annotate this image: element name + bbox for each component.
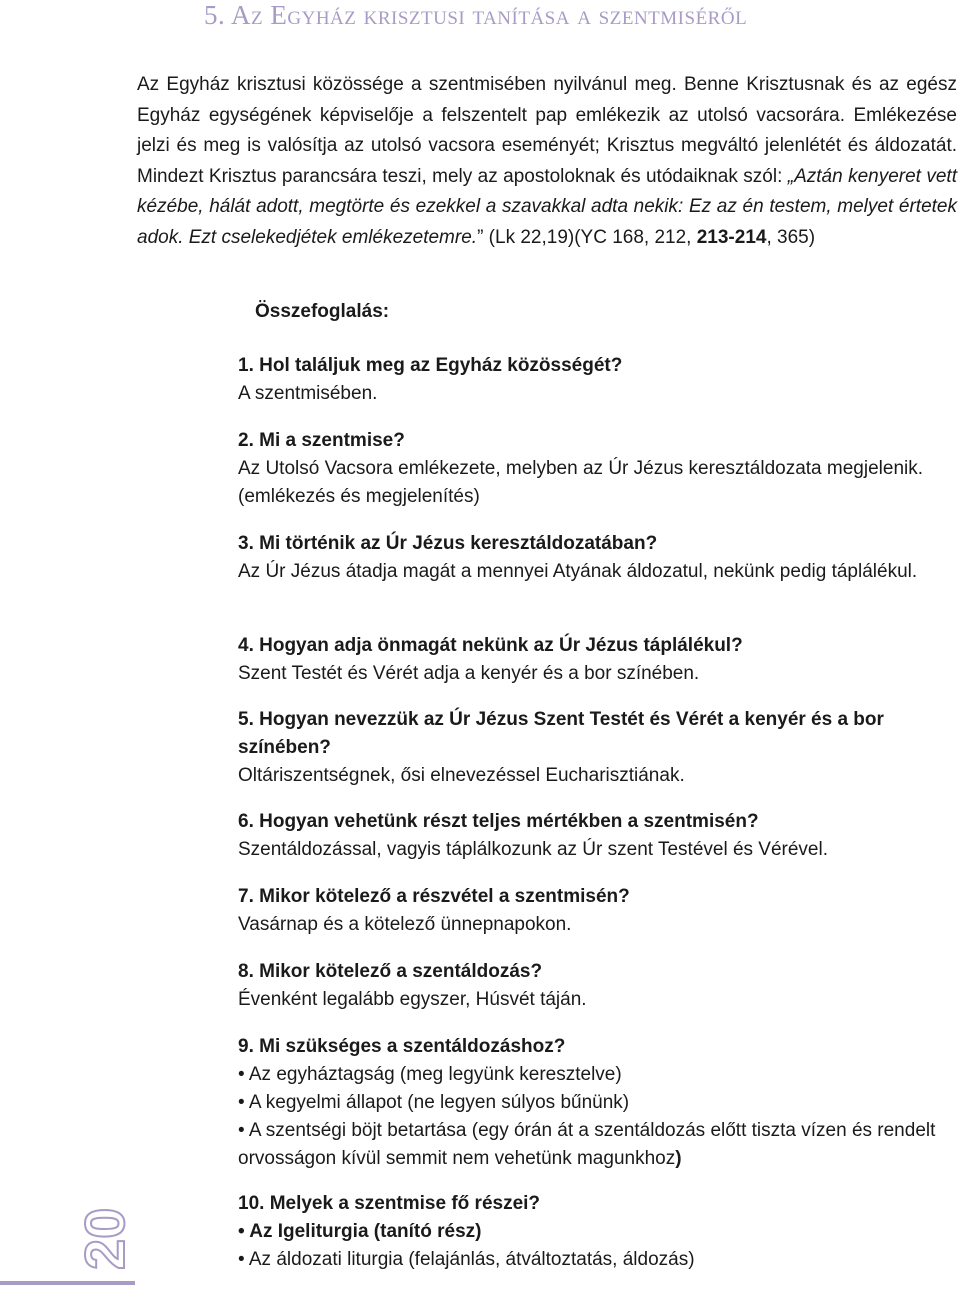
qa-item: [238, 883, 954, 939]
question: 4. Hogyan adja önmagát nekünk az Úr Jézus táplálékul?: [238, 635, 743, 656]
question: 3. Mi történik az Úr Jézus keresztáldozatában?: [238, 533, 658, 554]
question: 5. Hogyan nevezzük az Úr Jézus Szent Testét és Vérét a kenyér és a bor színében?: [238, 709, 884, 758]
qa-item: [238, 958, 954, 1014]
question: 7. Mikor kötelező a részvétel a szentmisén?: [238, 886, 630, 907]
qa-item: [238, 352, 954, 408]
answer: Oltáriszentségnek, ősi elnevezéssel Eucharisztiának.: [238, 765, 685, 786]
quote-mark: ”: [477, 226, 484, 248]
qa-item-parts: [238, 1190, 954, 1274]
list-item: • Az egyháztagság (meg legyünk keresztelve): [238, 1064, 622, 1085]
list-item: • Az áldozati liturgia (felajánlás, átváltoztatás, áldozás): [238, 1249, 695, 1270]
question: 1. Hol találjuk meg az Egyház közösségét?: [238, 355, 623, 376]
question: 6. Hogyan vehetünk részt teljes mértékben a szentmisén?: [238, 811, 759, 832]
list-item: • A kegyelmi állapot (ne legyen súlyos bűnünk): [238, 1092, 630, 1113]
closing-paren: ): [675, 1148, 682, 1169]
reference-bold: 213-214: [696, 226, 767, 248]
title-part: E: [270, 0, 288, 30]
qa-item: [238, 706, 954, 790]
summary-heading: Összefoglalás:: [255, 301, 390, 322]
intro-text: Az Egyház krisztusi közössége a szentmisében nyilvánul meg. Benne Krisztusnak és az egész Egyház egységének képviselője a felszentelt pap emlékezik az utolsó vacsorára. Emlékezése jelzi és meg is valósítja az utolsó vacsora eseményét; Krisztus megváltó jelenlétét és áldozatát. Mindezt Krisztus parancsára teszi, mely az apostoloknak és utódaiknak szól:: [137, 74, 957, 187]
answer: Az Utolsó Vacsora emlékezete, melyben az Úr Jézus keresztáldozata megjelenik. (emlékezés és megjelenítés): [238, 458, 924, 507]
question: 2. Mi a szentmise?: [238, 430, 405, 451]
title-part: z: [251, 0, 271, 30]
page-number: 20: [73, 1207, 136, 1270]
list-item: • Az Igeliturgia (tanító rész): [238, 1221, 482, 1242]
chapter-title: [204, 0, 747, 31]
qa-item-requirements: [238, 1033, 954, 1173]
answer: Szent Testét és Vérét adja a kenyér és a bor színében.: [238, 663, 700, 684]
title-part: gyház krisztusi tanítása a szentmiséről: [287, 0, 748, 30]
qa-item: [238, 808, 954, 864]
intro-paragraph: [137, 70, 957, 253]
qa-item: [238, 427, 954, 511]
answer: Az Úr Jézus átadja magát a mennyei Atyának áldozatul, nekünk pedig táplálékul.: [238, 561, 918, 582]
qa-item: [238, 530, 954, 586]
reference-text: (Lk 22,19)(YC 168, 212,: [483, 226, 697, 248]
answer: Évenként legalább egyszer, Húsvét táján.: [238, 989, 587, 1010]
requirements-list: [238, 1061, 954, 1173]
list-item-text: • A szentségi böjt betartása (egy órán át a szentáldozás előtt tiszta vízen és rendelt orvosságon kívül semmit nem vehetünk magunkhoz: [238, 1120, 936, 1169]
answer: Vasárnap és a kötelező ünnepnapokon.: [238, 914, 572, 935]
question: 9. Mi szükséges a szentáldozáshoz?: [238, 1036, 566, 1057]
reference-text: , 365): [766, 226, 816, 248]
answer: A szentmisében.: [238, 383, 378, 404]
page-footer-bar: [0, 1281, 135, 1285]
parts-list: [238, 1218, 954, 1274]
title-part: A: [231, 0, 252, 30]
qa-item: [238, 632, 954, 688]
scripture-quote: „Aztán kenyeret vett kézébe, hálát adott, megtörte és ezekkel a szavakkal adta nekik: Ez az én testem, melyet értetek adok. Ezt cselekedjétek emlékezetemre.: [137, 165, 957, 248]
question: 8. Mikor kötelező a szentáldozás?: [238, 961, 543, 982]
list-item: [238, 1117, 954, 1173]
answer: Szentáldozással, vagyis táplálkozunk az Úr szent Testével és Vérével.: [238, 839, 829, 860]
question: 10. Melyek a szentmise fő részei?: [238, 1193, 541, 1214]
chapter-number: 5.: [204, 0, 226, 30]
